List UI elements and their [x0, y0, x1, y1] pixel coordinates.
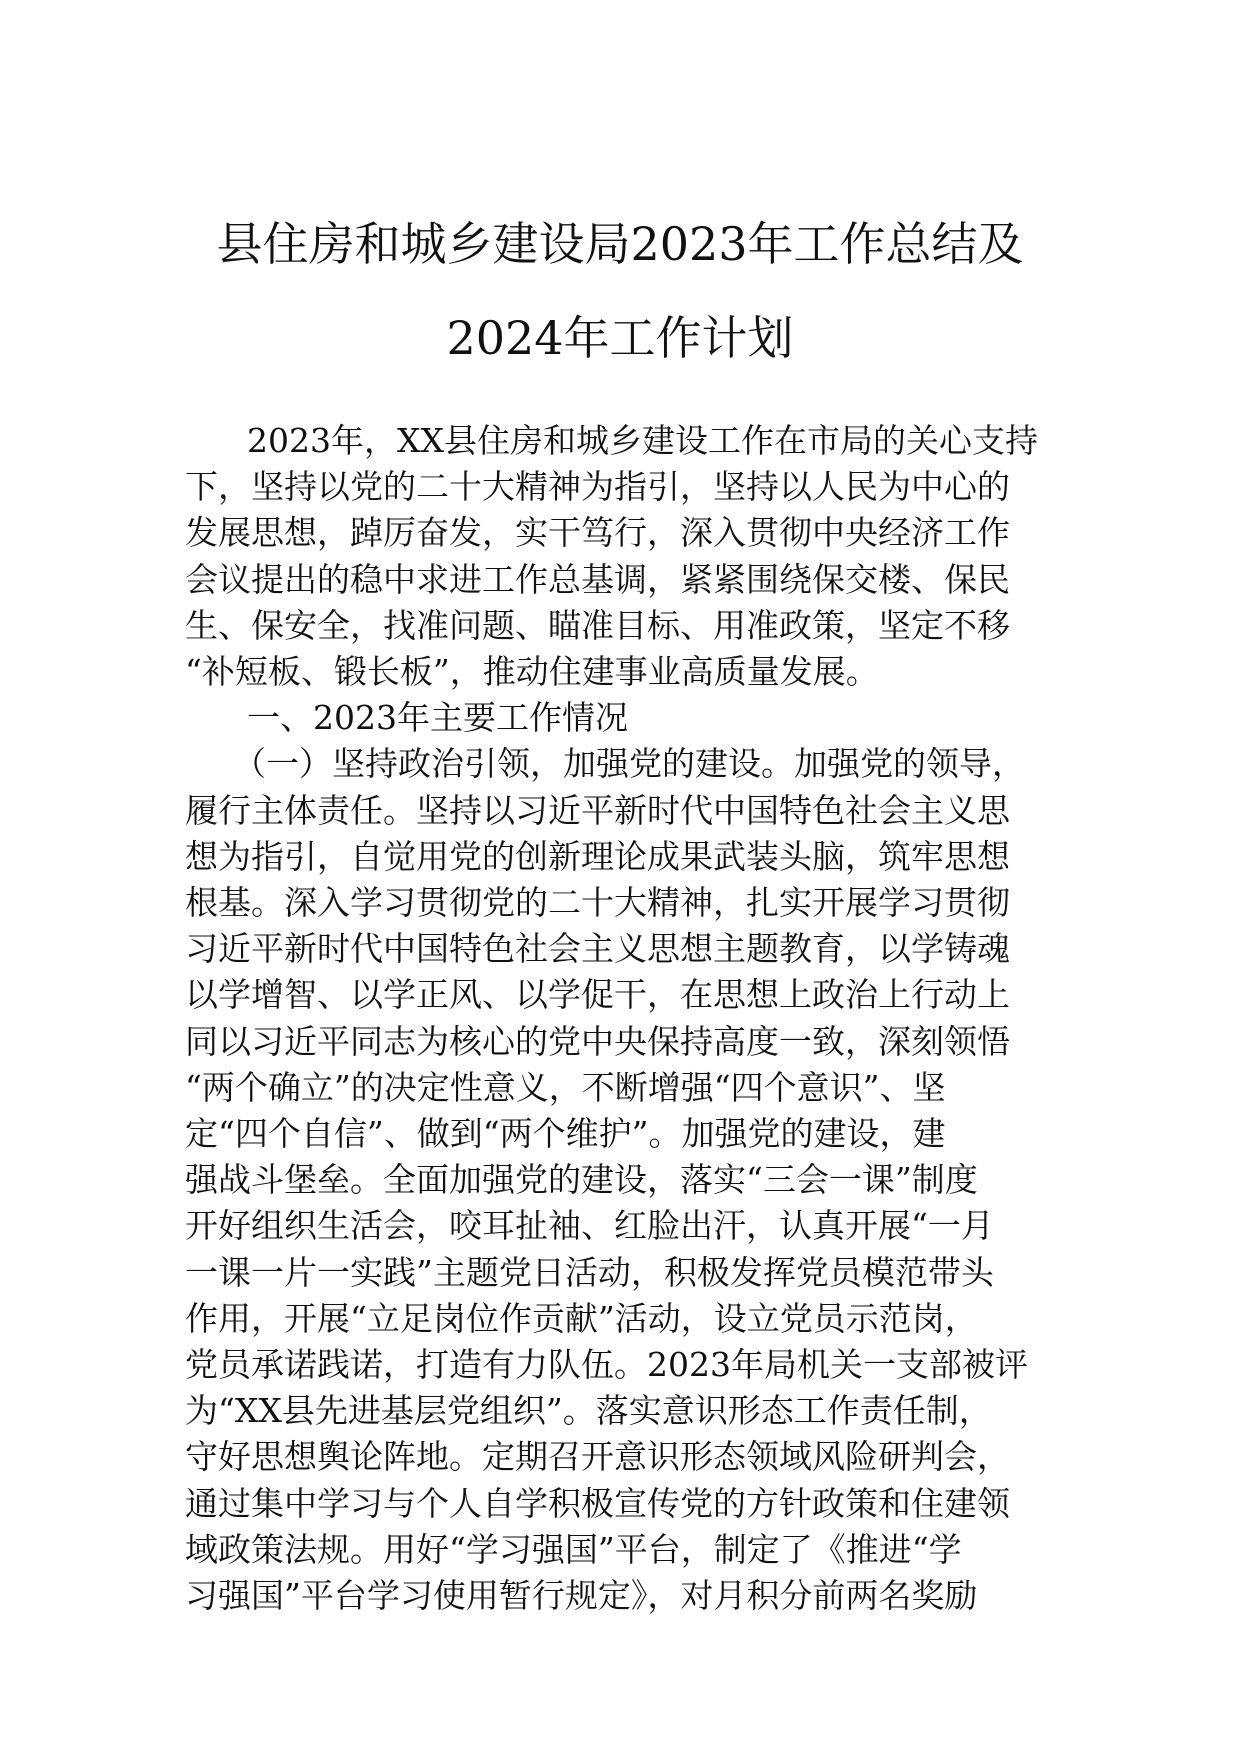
body-line: 开好组织生活会，咬耳扯袖、红脸出汗，认真开展“一月 [185, 1206, 994, 1246]
body-line: 以学增智、以学正风、以学促干，在思想上政治上行动上 [185, 975, 1010, 1015]
body-line: 习近平新时代中国特色社会主义思想主题教育，以学铸魂 [185, 929, 1010, 969]
body-line: 同以习近平同志为核心的党中央保持高度一致，深刻领悟 [185, 1021, 1010, 1061]
body-line: 守好思想舆论阵地。定期召开意识形态领域风险研判会， [185, 1437, 1010, 1477]
body-line: 履行主体责任。坚持以习近平新时代中国特色社会主义思 [185, 790, 1010, 830]
document-title-line-2: 2024年工作计划 [446, 311, 794, 365]
body-line: 域政策法规。用好“学习强国”平台，制定了《推进“学 [185, 1529, 962, 1569]
document-title-line-1: 县住房和城乡建设局2023年工作总结及 [216, 217, 1024, 271]
body-line: 想为指引，自觉用党的创新理论成果武装头脑，筑牢思想 [185, 836, 1010, 876]
body-line: 一课一片一实践”主题党日活动，积极发挥党员模范带头 [185, 1252, 994, 1292]
body-line: 根基。深入学习贯彻党的二十大精神，扎实开展学习贯彻 [185, 883, 1010, 922]
body-line: 2023年，XX县住房和城乡建设工作在市局的关心支持 [247, 421, 1038, 460]
body-line: 会议提出的稳中求进工作总基调，紧紧围绕保交楼、保民 [185, 559, 1010, 599]
body-line: 强战斗堡垒。全面加强党的建设，落实“三会一课”制度 [185, 1160, 978, 1200]
body-line: 一、2023年主要工作情况 [247, 698, 628, 738]
body-line: 发展思想，踔厉奋发，实干笃行，深入贯彻中央经济工作 [185, 513, 1010, 553]
body-line: 为“XX县先进基层党组织”。落实意识形态工作责任制， [185, 1391, 992, 1431]
body-line: 生、保安全，找准问题、瞄准目标、用准政策，坚定不移 [185, 605, 1010, 645]
body-line: 定“四个自信”、做到“两个维护”。加强党的建设，建 [185, 1114, 946, 1153]
body-line: “补短板、锻长板”，推动住建事业高质量发展。 [185, 652, 879, 691]
body-line: （一）坚持政治引领，加强党的建设。加强党的领导， [233, 744, 1025, 784]
body-line: 通过集中学习与个人自学积极宣传党的方针政策和住建领 [185, 1483, 1010, 1523]
body-line: 党员承诺践诺，打造有力队伍。2023年局机关一支部被评 [185, 1345, 1028, 1384]
body-line: 作用，开展“立足岗位作贡献”活动，设立党员示范岗， [185, 1298, 978, 1338]
body-line: 习强国”平台学习使用暂行规定》，对月积分前两名奖励 [185, 1576, 978, 1615]
body-line: “两个确立”的决定性意义，不断增强“四个意识”、坚 [185, 1067, 946, 1107]
body-line: 下，坚持以党的二十大精神为指引，坚持以人民为中心的 [185, 467, 1010, 507]
